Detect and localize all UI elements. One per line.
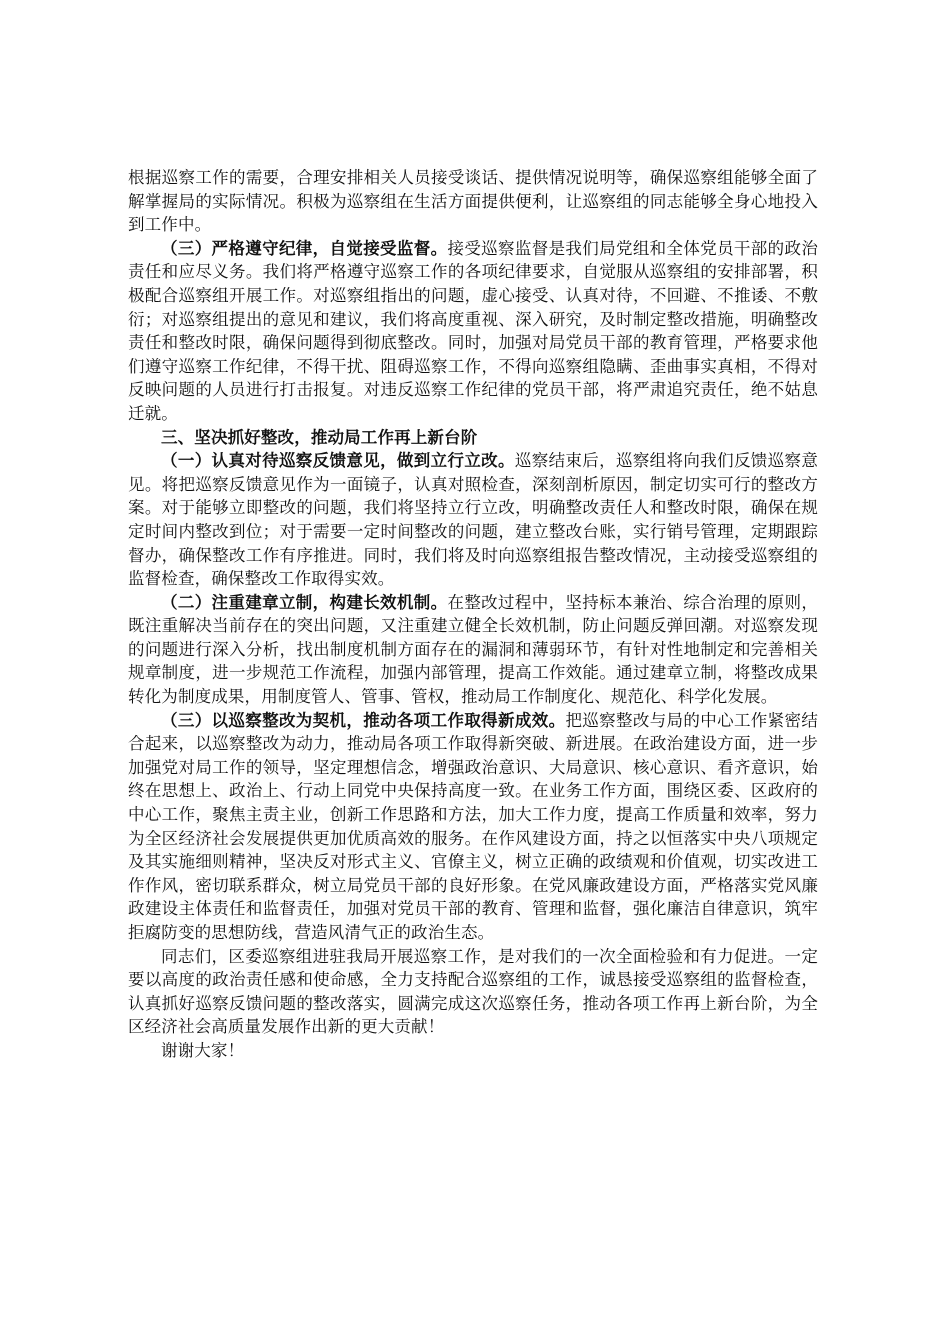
- paragraph-thanks: 谢谢大家！: [161, 1040, 245, 1060]
- paragraph-text: 巡察结束后，巡察组将向我们反馈巡察意见。将把巡察反馈意见作为一面镜子，认真对照检查，深刻剖析原因，制定切实可行的整改方案。对于能够立即整改的问题，我们将坚持立行立改，明确整改责任人和整改时限，确保在规定时间内整改到位；对于需要一定时间整改的问题，建立整改台账，实行销号管理，定期跟踪督办，确保整改工作有序推进。同时，我们将及时向巡察组报告整改情况，主动接受巡察组的监督检查，确保整改工作取得实效。: [128, 451, 818, 589]
- paragraph-mechanism: [128, 591, 818, 709]
- paragraph-lead: （三）严格遵守纪律，自觉接受监督。: [161, 238, 448, 258]
- section-heading: 三、坚决抓好整改，推动局工作再上新台阶: [161, 427, 478, 447]
- paragraph-lead: （二）注重建章立制，构建长效机制。: [161, 592, 448, 612]
- paragraph-text: 接受巡察监督是我们局党组和全体党员干部的政治责任和应尽义务。我们将严格遵守巡察工作的各项纪律要求，自觉服从巡察组的安排部署，积极配合巡察组开展工作。对巡察组指出的问题，虚心接受、认真对待，不回避、不推诿、不敷衍；对巡察组提出的意见和建议，我们将高度重视、深入研究，及时制定整改措施，明确整改责任和整改时限，确保问题得到彻底整改。同时，加强对局党员干部的教育管理，严格要求他们遵守巡察工作纪律，不得干扰、阻碍巡察工作，不得向巡察组隐瞒、歪曲事实真相，不得对反映问题的人员进行打击报复。对违反巡察工作纪律的党员干部，将严肃追究责任，绝不姑息迁就。: [128, 238, 818, 423]
- paragraph-feedback: [128, 449, 818, 591]
- paragraph-text: 在整改过程中，坚持标本兼治、综合治理的原则，既注重解决当前存在的突出问题，又注重建立健全长效机制，防止问题反弹回潮。对巡察发现的问题进行深入分析，找出制度机制方面存在的漏洞和薄弱环节，有针对性地制定和完善相关规章制度，进一步规范工作流程，加强内部管理，提高工作效能。通过建章立制，将整改成果转化为制度成果，用制度管人、管事、管权，推动局工作制度化、规范化、科学化发展。: [128, 592, 818, 707]
- document-body: [128, 166, 818, 1063]
- paragraph-lead: （三）以巡察整改为契机，推动各项工作取得新成效。: [161, 710, 566, 730]
- paragraph-text: 把巡察整改与局的中心工作紧密结合起来，以巡察整改为动力，推动局各项工作取得新突破、新进展。在政治建设方面，进一步加强党对局工作的领导，坚定理想信念，增强政治意识、大局意识、核心意识、看齐意识，始终在思想上、政治上、行动上同党中央保持高度一致。在业务工作方面，围绕区委、区政府的中心工作，聚焦主责主业，创新工作思路和方法，加大工作力度，提高工作质量和效率，努力为全区经济社会发展提供更加优质高效的服务。在作风建设方面，持之以恒落实中央八项规定及其实施细则精神，坚决反对形式主义、官僚主义，树立正确的政绩观和价值观，切实改进工作作风，密切联系群众，树立局党员干部的良好形象。在党风廉政建设方面，严格落实党风廉政建设主体责任和监督责任，加强对党员干部的教育、管理和监督，强化廉洁自律意识，筑牢拒腐防变的思想防线，营造风清气正的政治生态。: [128, 710, 819, 942]
- paragraph-results: [128, 709, 818, 945]
- paragraph-closing: 同志们，区委巡察组进驻我局开展巡察工作，是对我们的一次全面检验和有力促进。一定要以高度的政治责任感和使命感，全力支持配合巡察组的工作，诚恳接受巡察组的监督检查，认真抓好巡察反馈问题的整改落实，圆满完成这次巡察任务，推动各项工作再上新台阶，为全区经济社会高质量发展作出新的更大贡献！: [128, 946, 818, 1037]
- paragraph-lead: （一）认真对待巡察反馈意见，做到立行立改。: [161, 451, 515, 471]
- paragraph-discipline: [128, 237, 818, 426]
- paragraph-continuation: 根据巡察工作的需要，合理安排相关人员接受谈话、提供情况说明等，确保巡察组能够全面了解掌握局的实际情况。积极为巡察组在生活方面提供便利，让巡察组的同志能够全身心地投入到工作中。: [128, 168, 818, 235]
